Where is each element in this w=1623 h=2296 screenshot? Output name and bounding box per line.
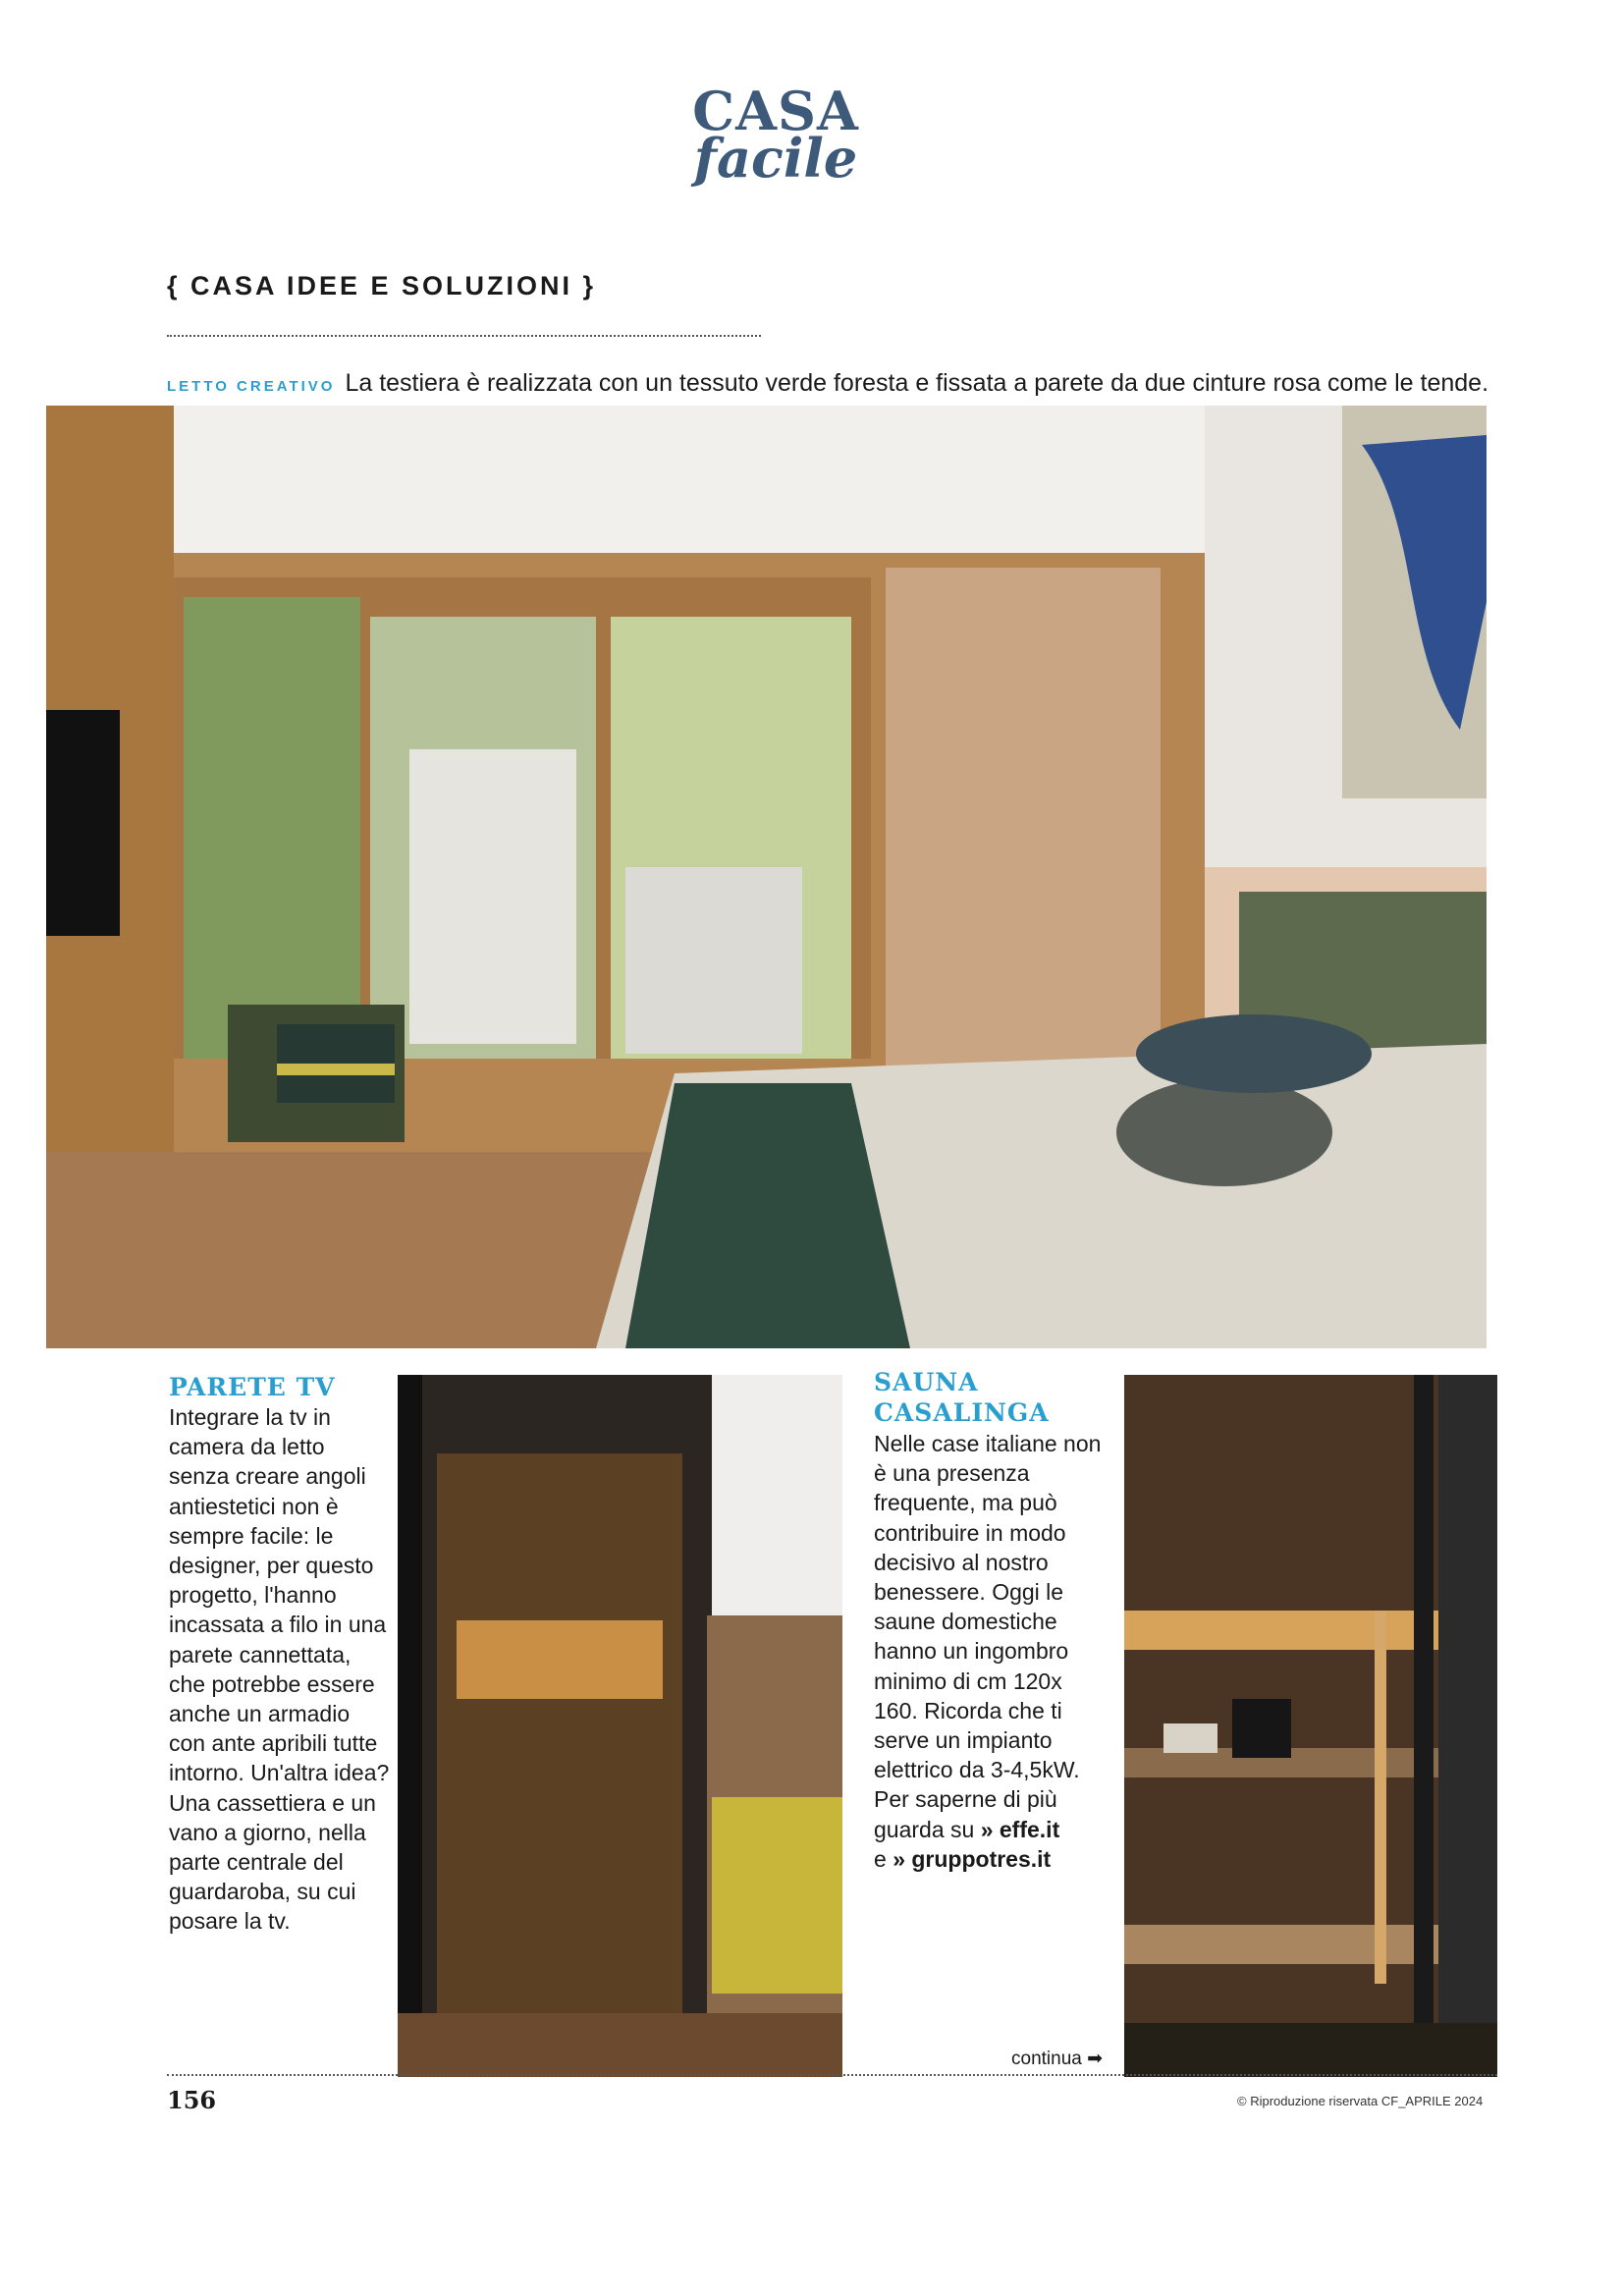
photo-caption xyxy=(167,366,1492,404)
logo-line-facile: facile xyxy=(693,127,858,190)
sauna-body-text: Nelle case italiane non è una presenza frequente, ma può contribuire in modo decisivo al nostro benessere. Oggi le saune domestiche hanno un ingombro minimo di cm 120x 160. Ricorda che ti serve un impianto elettrico da 3-4,5kW. Per saperne di più guarda su xyxy=(874,1431,1102,1842)
bedroom-illustration xyxy=(46,406,1487,1348)
sauna-heading: SAUNA CASALINGA xyxy=(874,1368,1050,1427)
section-divider xyxy=(167,335,761,337)
parete-tv-heading: PARETE TV xyxy=(169,1373,336,1401)
caption-kicker: LETTO CREATIVO xyxy=(167,378,336,395)
magazine-logo xyxy=(692,80,859,190)
sauna-illustration xyxy=(1124,1375,1497,2077)
sauna-photo xyxy=(1124,1375,1497,2077)
wardrobe-photo xyxy=(398,1375,842,2077)
wardrobe-illustration xyxy=(398,1375,842,2077)
sauna-body xyxy=(874,1429,1109,1874)
copyright-notice: © Riproduzione riservata CF_APRILE 2024 xyxy=(1237,2094,1484,2108)
effe-link[interactable]: » effe.it xyxy=(980,1816,1060,1842)
page-number: 156 xyxy=(167,2086,217,2114)
parete-tv-body: Integrare la tv in camera da letto senza creare angoli antiestetici non è sempre facile: le designer, per questo progetto, l'hanno incassata a filo in una parete cannettata, che potrebbe essere anche un armadio con ante apribili tutte intorno. Un'altra idea? Una cassettiera e un vano a giorno, nella parte centrale del guardaroba, su cui posare la tv. xyxy=(169,1404,390,1935)
section-heading: { CASA IDEE E SOLUZIONI } xyxy=(167,271,597,301)
continua-label: continua ➡ xyxy=(1011,2049,1104,2069)
caption-text: La testiera è realizzata con un tessuto verde foresta e fissata a parete da due cinture rosa come le tende. xyxy=(345,369,1489,397)
gruppotres-link[interactable]: » gruppotres.it xyxy=(893,1845,1052,1872)
bedroom-photo xyxy=(46,406,1487,1348)
sauna-connector: e xyxy=(874,1845,887,1872)
footer-divider xyxy=(167,2074,1497,2076)
logo-line-casa: CASA xyxy=(692,80,859,142)
